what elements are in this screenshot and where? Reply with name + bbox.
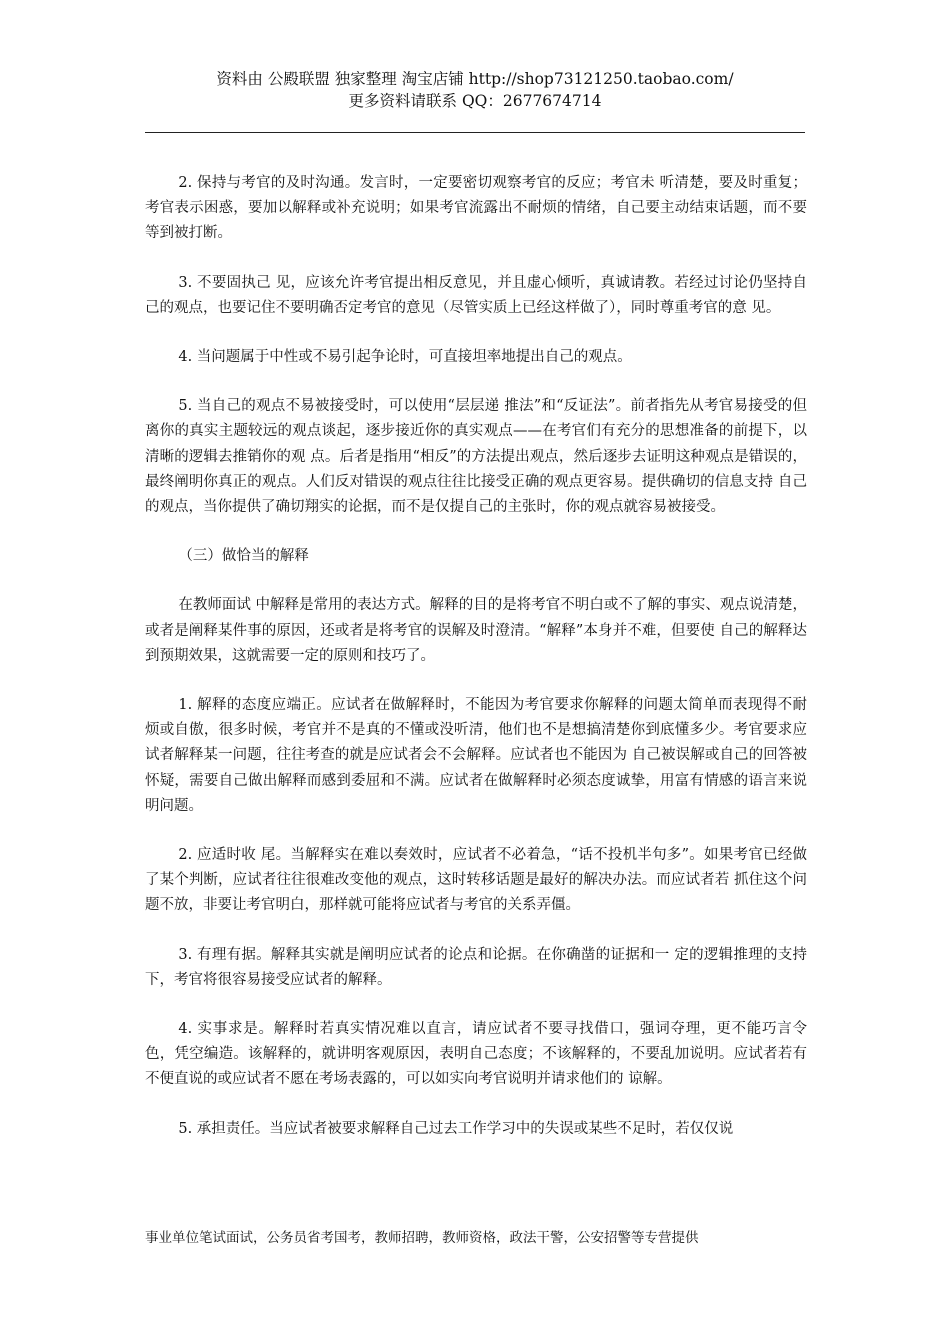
page-footer: 事业单位笔试面试，公务员省考国考，教师招聘，教师资格，政法干警，公安招警等专营提供: [145, 1230, 699, 1246]
paragraph: 4. 实事求是。解释时若真实情况难以直言，请应试者不要寻找借口，强词夺理，更不能巧言令 色，凭空编造。该解释的，就讲明客观原因，表明自己态度；不该解释的，不要乱加说明。应试者若有不便直说的或应试者不愿在考场表露的，可以如实向考官说明并请求他们的 谅解。: [145, 1021, 807, 1088]
paragraph: 3. 有理有据。解释其实就是阐明应试者的论点和论据。在你确凿的证据和一 定的逻辑推理的支持下，考官将很容易接受应试者的解释。: [145, 946, 807, 988]
paragraph: 在教师面试 中解释是常用的表达方式。解释的目的是将考官不明白或不了解的事实、观点说清楚，或者是阐释某件事的原因，还或者是将考官的误解及时澄清。“解释”本身并不难，但要使 自己的解释达到预期效果，这就需要一定的原则和技巧了。: [145, 597, 807, 664]
document-body: [145, 171, 807, 1166]
paragraph: 3. 不要固执己 见，应该允许考官提出相反意见，并且虚心倾听，真诚请教。若经过讨论仍坚持自己的观点，也要记住不要明确否定考官的意见（尽管实质上已经这样做了），同时尊重考官的意 见。: [145, 274, 807, 316]
header-line-1: 资料由 公殿联盟 独家整理 淘宝店铺 http://shop73121250.taobao.com/: [216, 70, 734, 88]
paragraph: 1. 解释的态度应端正。应试者在做解释时，不能因为考官要求你解释的问题太简单而表现得不耐 烦或自傲，很多时候，考官并不是真的不懂或没听清，他们也不是想搞清楚你到底懂多少。考官要求应试者解释某一问题，往往考查的就是应试者会不会解释。应试者也不能因为 自己被误解或自己的回答被怀疑，需要自己做出解释而感到委屈和不满。应试者在做解释时必须态度诚挚，用富有情感的语言来说明问题。: [145, 697, 807, 814]
paragraph: 5. 承担责任。当应试者被要求解释自己过去工作学习中的失误或某些不足时，若仅仅说: [178, 1120, 734, 1137]
paragraph: 2. 应适时收 尾。当解释实在难以奏效时，应试者不必着急，“话不投机半句多”。如果考官已经做了某个判断，应试者往往很难改变他的观点，这时转移话题是最好的解决办法。而应试者若 抓住这个问题不放，非要让考官明白，那样就可能将应试者与考官的关系弄僵。: [145, 847, 807, 914]
paragraph: 4. 当问题属于中性或不易引起争论时，可直接坦率地提出自己的观点。: [178, 349, 632, 366]
header-divider: [145, 132, 805, 133]
paragraph: 5. 当自己的观点不易被接受时，可以使用“层层递 推法”和“反证法”。前者指先从考官易接受的但离你的真实主题较远的观点谈起，逐步接近你的真实观点——在考官们有充分的思想准备的前提下，以清晰的逻辑去推销你的观 点。后者是指用“相反”的方法提出观点，然后逐步去证明这种观点是错误的，最终阐明你真正的观点。人们反对错误的观点往往比接受正确的观点更容易。提供确切的信息支持 自己的观点，当你提供了确切翔实的论据，而不是仅提自己的主张时，你的观点就容易被接受。: [145, 398, 807, 516]
page-header: [0, 68, 950, 112]
header-line-2: 更多资料请联系 QQ：2677674714: [348, 92, 602, 110]
paragraph: 2. 保持与考官的及时沟通。发言时，一定要密切观察考官的反应；考官未 听清楚，要及时重复；考官表示困惑，要加以解释或补充说明；如果考官流露出不耐烦的情绪，自己要主动结束话题，而不要等到被打断。: [145, 175, 807, 242]
section-heading: （三）做恰当的解释: [178, 548, 309, 565]
